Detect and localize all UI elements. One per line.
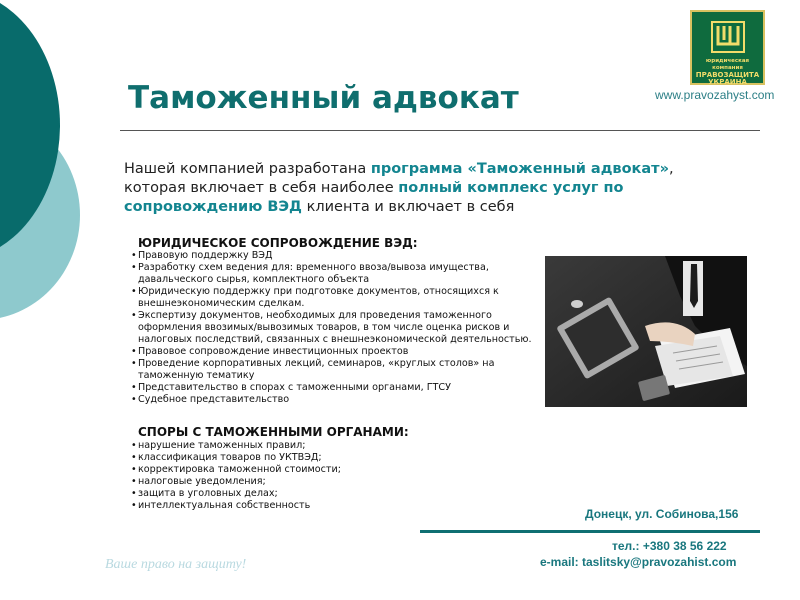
list-item: • Проведение корпоративных лекций, семинаров, «круглых столов» на таможенную тематику xyxy=(131,358,541,382)
logo-emblem-icon xyxy=(710,20,746,54)
intro-paragraph xyxy=(124,160,724,217)
list-item: • Судебное представительство xyxy=(131,394,541,406)
slogan: Ваше право на защиту! xyxy=(105,557,247,572)
logo-line-2: ПРАВОЗАЩИТА xyxy=(695,71,760,79)
intro-highlight-services: полный комплекс услуг по сопровождению ВЭД xyxy=(124,180,624,215)
contact-phone[interactable]: тел.: +380 38 56 222 xyxy=(612,539,727,553)
logo-text xyxy=(694,58,761,86)
legal-support-list xyxy=(131,250,541,406)
list-item: • Представительство в спорах с таможенными органами, ГТСУ xyxy=(131,382,541,394)
list-item: • классификация товаров по УКТВЭД; xyxy=(131,452,531,464)
intro-text-2: , которая включает в себя наиболее xyxy=(124,161,674,196)
company-logo xyxy=(690,10,765,85)
list-item: • Разработку схем ведения для: временного ввоза/вывоза имущества, давальческого сырья, комплектного объекта xyxy=(131,262,541,286)
list-item: • Правовую поддержку ВЭД xyxy=(131,250,541,262)
intro-text-1: Нашей компанией разработана xyxy=(124,161,371,177)
intro-highlight-program: программа «Таможенный адвокат» xyxy=(370,161,669,177)
logo-line-1: юридическая компания xyxy=(705,58,750,71)
logo-line-3: УКРАИНА xyxy=(708,78,747,86)
title-divider xyxy=(120,130,760,131)
customs-disputes-list xyxy=(131,440,531,512)
section-title-customs-disputes: СПОРЫ С ТАМОЖЕННЫМИ ОРГАНАМИ: xyxy=(138,425,409,439)
list-item: • Юридическую поддержку при подготовке документов, относящихся к внешнеэкономическим сделкам. xyxy=(131,286,541,310)
intro-text-3: клиента и включает в себя xyxy=(301,199,515,215)
website-link[interactable]: www.pravozahyst.com xyxy=(655,88,775,102)
list-item: • Экспертизу документов, необходимых для проведения таможенного оформления ввозимых/вывозимых товаров, в том числе оценка рисков и налоговых последствий, связанных с внешнеэкономической деятельностью. xyxy=(131,310,541,346)
lawyer-at-desk-photo xyxy=(545,256,747,407)
list-item: • защита в уголовных делах; xyxy=(131,488,531,500)
list-item: • налоговые уведомления; xyxy=(131,476,531,488)
contact-address: Донецк, ул. Собинова,156 xyxy=(585,507,739,521)
contact-divider xyxy=(420,530,760,533)
list-item: • корректировка таможенной стоимости; xyxy=(131,464,531,476)
section-title-legal-support: ЮРИДИЧЕСКОЕ СОПРОВОЖДЕНИЕ ВЭД: xyxy=(138,236,418,250)
contact-email[interactable]: e-mail: taslitsky@pravozahist.com xyxy=(540,555,737,569)
page-title: Таможенный адвокат xyxy=(128,80,519,116)
list-item: • Правовое сопровождение инвестиционных проектов xyxy=(131,346,541,358)
list-item: • интеллектуальная собственность xyxy=(131,500,531,512)
list-item: • нарушение таможенных правил; xyxy=(131,440,531,452)
